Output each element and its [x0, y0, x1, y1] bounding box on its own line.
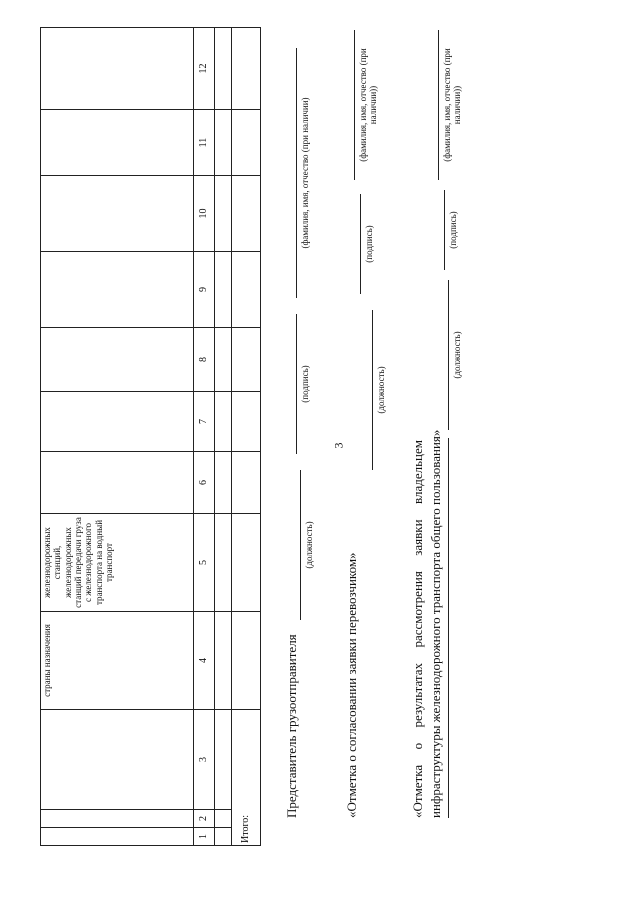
shipper-signature-line: [296, 314, 297, 454]
col-number: 8: [194, 328, 215, 392]
col-number: 4: [194, 612, 215, 710]
total-label: Итого:: [232, 710, 261, 846]
owner-mark-line1: «Отметка о результатах рассмотрения заявки владельцем: [410, 440, 425, 818]
carrier-mark: «Отметка о согласовании заявки перевозчиком»: [344, 552, 359, 818]
col-number: 2: [194, 810, 215, 828]
header-row: [41, 28, 194, 846]
carrier-name-line: [354, 30, 355, 180]
main-table: [40, 27, 261, 846]
rotated-page-content: [20, 30, 620, 870]
col5-header: железнодорожных станций, железнодорожных станций передачи груза с железнодорожного транспорта на водный транспорт: [41, 514, 194, 612]
owner-name-line: [438, 30, 439, 180]
col-number: 3: [194, 710, 215, 810]
col-number: 5: [194, 514, 215, 612]
owner-signature-line: [444, 190, 445, 270]
owner-position-line: [448, 280, 449, 430]
shipper-name-line: [296, 48, 297, 298]
carrier-position-line: [372, 310, 373, 470]
owner-name-caption: (фамилия, имя, отчество (при наличии)): [442, 48, 462, 162]
col-number: 1: [194, 828, 215, 846]
carrier-signature-line: [360, 194, 361, 294]
owner-mark-line2: инфраструктуры железнодорожного транспорта общего пользования»: [428, 429, 443, 818]
shipper-name-caption: (фамилия, имя, отчество (при наличии): [300, 97, 310, 249]
col-number: 9: [194, 252, 215, 328]
carrier-signature-caption: (подпись): [364, 225, 374, 263]
carrier-name-caption: (фамилия, имя, отчество (при наличии)): [358, 48, 378, 162]
shipper-position-line: [300, 470, 301, 620]
owner-position-caption: (должность): [452, 331, 462, 379]
total-row: [232, 28, 261, 846]
column-number-row: [194, 28, 215, 846]
shipper-position-caption: (должность): [304, 521, 314, 569]
col4-header: страны назначения: [41, 612, 194, 710]
col-number: 6: [194, 452, 215, 514]
shipper-rep-label: Представитель грузоотправителя: [284, 634, 299, 818]
col-number: 11: [194, 110, 215, 176]
table-row: [215, 28, 232, 846]
owner-signature-caption: (подпись): [448, 211, 458, 249]
col-number: 12: [194, 28, 215, 110]
page-number: 3: [331, 442, 346, 449]
shipper-signature-caption: (подпись): [300, 365, 310, 403]
col-number: 7: [194, 392, 215, 452]
carrier-position-caption: (должность): [376, 366, 386, 414]
col-number: 10: [194, 176, 215, 252]
owner-mark-line-underline: [448, 438, 449, 818]
